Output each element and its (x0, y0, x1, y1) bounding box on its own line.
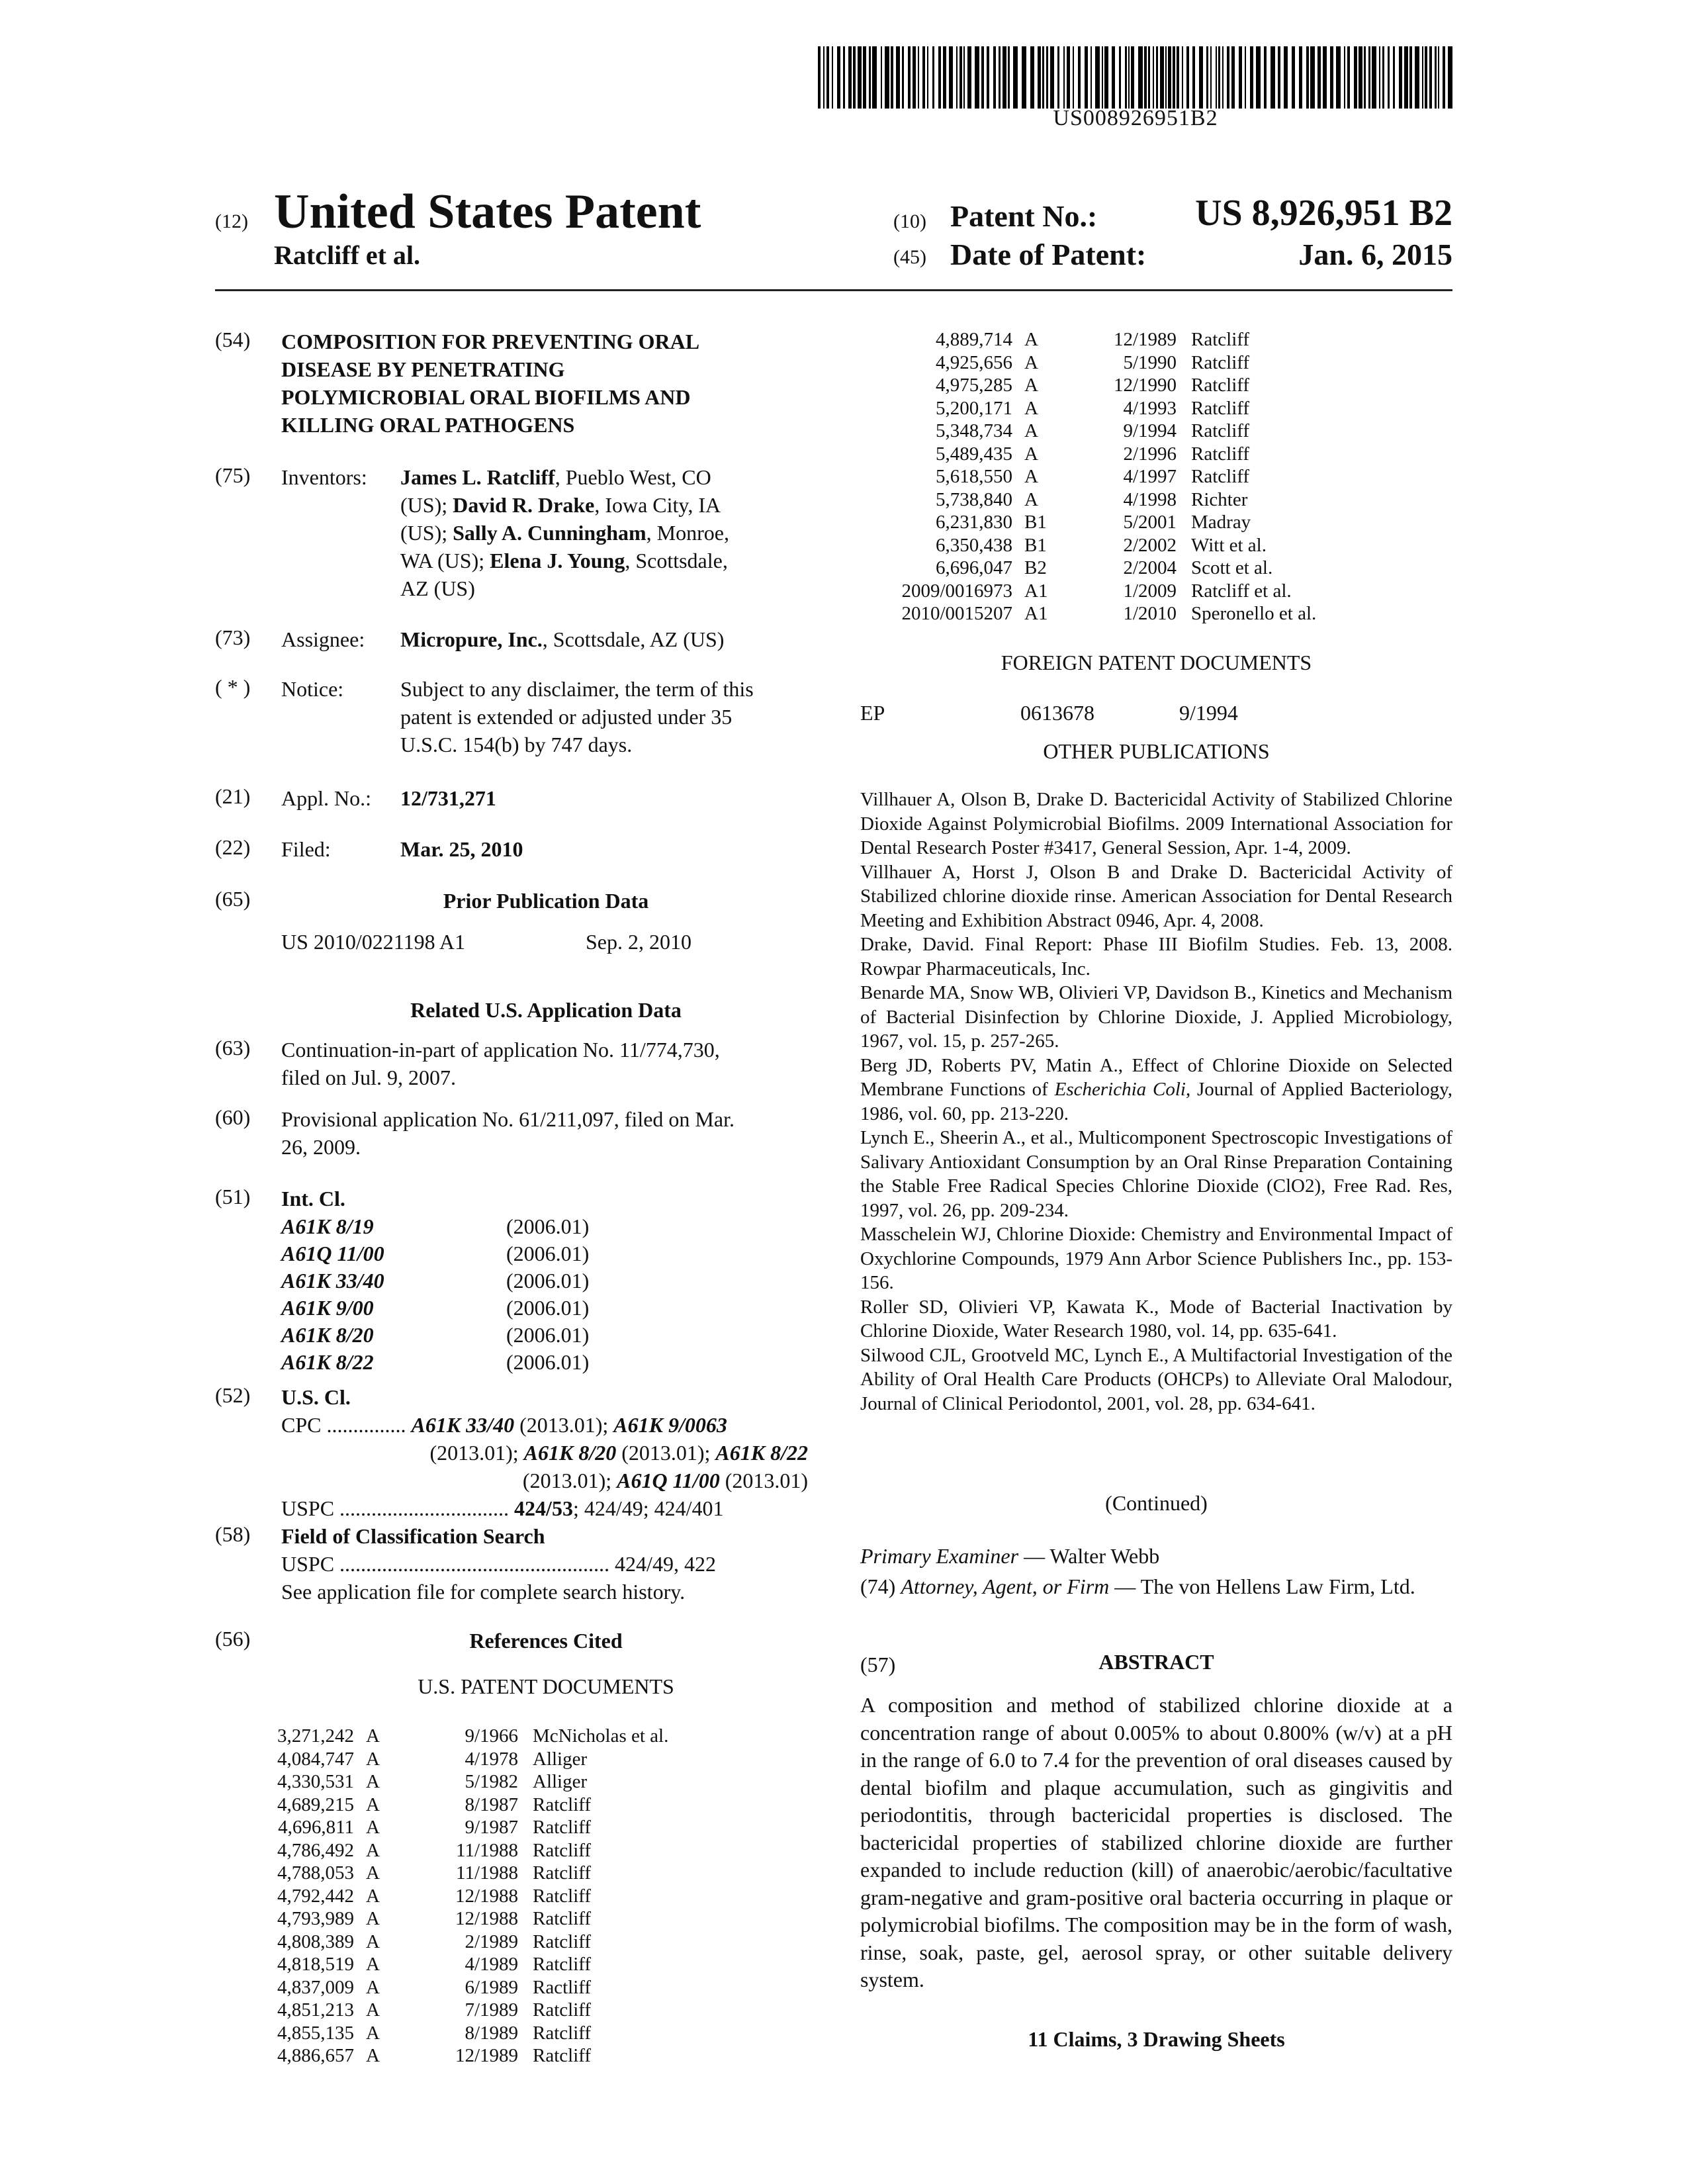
reference-date: 12/1989 (1113, 329, 1177, 350)
continued-label: (Continued) (1105, 1491, 1208, 1515)
examiner-name: — Walter Webb (1018, 1544, 1160, 1568)
reference-name: Ratcliff (533, 1817, 592, 1838)
reference-date: 4/1998 (1123, 488, 1177, 510)
title-line: COMPOSITION FOR PREVENTING ORAL (281, 330, 700, 353)
uscl-code: (52) (215, 1383, 251, 1407)
reference-name: Madray (1191, 512, 1251, 533)
reference-date: 12/1989 (455, 2045, 518, 2066)
attorney-name: — The von Hellens Law Firm, Ltd. (1109, 1574, 1415, 1598)
reference-date: 9/1966 (465, 1725, 518, 1747)
prior-publication: US 2010/0221198 A1 (281, 930, 465, 954)
field-uspc-label: USPC (281, 1552, 335, 1576)
reference-date: 4/1989 (465, 1954, 518, 1975)
cip-line: filed on Jul. 9, 2007. (281, 1066, 456, 1089)
field-code: (58) (215, 1522, 251, 1546)
reference-date: 5/1990 (1123, 351, 1177, 373)
notice-line: Subject to any disclaimer, the term of this (400, 677, 754, 701)
reference-kind: A (1024, 351, 1038, 373)
barcode-bar (826, 46, 829, 109)
reference-row (268, 1885, 751, 1908)
reference-date: 4/1978 (465, 1748, 518, 1770)
title-line: DISEASE BY PENETRATING (281, 357, 565, 381)
code-10: (10) (893, 210, 926, 232)
reference-name: Ractliff (533, 1976, 592, 1998)
reference-number: 2009/0016973 (901, 580, 1012, 602)
title-line: KILLING ORAL PATHOGENS (281, 413, 575, 437)
reference-number: 4,889,714 (936, 329, 1012, 350)
reference-name: Ratcliff (533, 1839, 592, 1861)
reference-name: Ratcliff (533, 1794, 592, 1815)
reference-row (268, 1794, 751, 1817)
reference-name: Ratcliff (1191, 443, 1250, 465)
filed-code: (22) (215, 835, 251, 859)
reference-row (860, 397, 1409, 420)
inventor-country: (US); (400, 521, 453, 545)
publication: Villhauer A, Olson B, Drake D. Bactericidal Activity of Stabilized Chlorine Dioxide Against Polymicrobial Biofilms. 2009 International Association for Dental Research Poster #3417, General Session, Apr. 1-4, 2009. (860, 789, 1452, 858)
reference-date: 8/1989 (465, 2022, 518, 2044)
reference-date: 5/2001 (1123, 512, 1177, 533)
prov-text (281, 1105, 811, 1161)
patent-title-heading: United States Patent (274, 185, 701, 239)
cpc-version: (2013.01) (719, 1469, 808, 1492)
barcode-bar (818, 46, 821, 109)
inventor-country: WA (US); (400, 549, 490, 572)
reference-row (860, 420, 1409, 443)
publication-text: , Journal of Applied Bacteriology, 1986, vol. 60, pp. 213-220. (860, 1079, 1452, 1124)
barcode-bar (837, 46, 840, 109)
barcode-bar (823, 46, 825, 109)
reference-kind: B1 (1024, 534, 1047, 556)
reference-row (268, 1748, 751, 1771)
other-publications (860, 788, 1452, 1416)
reference-name: McNicholas et al. (533, 1725, 669, 1747)
abstract-text: A composition and method of stabilized chlorine dioxide at a concentration range of about 0.005% to about 0.800% (w/v) at a pH in the range of 6.0 to 7.4 for the prevention of oral diseases caused by dental biofilm and plaque accumulation, such as gingivitis and periodontitis, through bactericidal properties is disclosed. The bactericidal properties of stabilized chlorine dioxide are further expanded to include reduction (kill) of anaerobic/aerobic/facultative gram-negative and gram-positive oral bacteria occurring in plaque or polymicrobial biofilms. The composition may be in the form of wash, rinse, soak, paste, gel, aerosol spray, or other suitable delivery system. (860, 1693, 1452, 1991)
reference-name: Ratcliff (1191, 375, 1250, 396)
inventor-name: David R. Drake (453, 493, 595, 517)
intcl-version: (2006.01) (506, 1242, 590, 1265)
right-column (860, 0, 1452, 2184)
abstract-heading: ABSTRACT (1098, 1650, 1214, 1674)
foreign-country: EP (860, 701, 885, 725)
reference-kind: A (366, 1908, 380, 1929)
cpc-version: (2013.01); (429, 1441, 524, 1465)
field-note: See application file for complete search history. (281, 1580, 686, 1604)
reference-row (268, 1839, 751, 1862)
date-of-patent-label: Date of Patent: (950, 238, 1147, 271)
uspc-rest: ; 424/49; 424/401 (572, 1496, 724, 1520)
cpc-version: (2013.01); (616, 1441, 716, 1465)
date-of-patent: Jan. 6, 2015 (1298, 238, 1452, 271)
reference-kind: A (366, 1725, 380, 1747)
assignee-code: (73) (215, 625, 251, 649)
publication-italic: Escherichia Coli (1054, 1079, 1186, 1100)
reference-row (268, 2022, 751, 2045)
reference-date: 2/1989 (465, 1931, 518, 1952)
intcl-version: (2006.01) (506, 1296, 590, 1320)
assignee-name: Micropure, Inc. (400, 627, 543, 651)
intcl-version: (2006.01) (506, 1323, 590, 1347)
cpc-class: A61K 33/40 (411, 1413, 515, 1437)
publication: Lynch E., Sheerin A., et al., Multicomponent Spectroscopic Investigations of Salivary Antioxidant Consumption by an Oral Rinse Preparation Containing the Stable Free Radical Species Chlorine Dioxide (ClO2), Free Rad. Res, 1997, vol. 26, pp. 209-234. (860, 1127, 1452, 1221)
inventor-location: , Pueblo West, CO (555, 465, 711, 489)
reference-number: 4,808,389 (277, 1931, 354, 1952)
reference-kind: A (1024, 443, 1038, 465)
publication: Roller SD, Olivieri VP, Kawata K., Mode of Bacterial Inactivation by Chlorine Dioxide, Water Research 1980, vol. 14, pp. 635-641. (860, 1296, 1452, 1342)
reference-name: Ratcliff (533, 1908, 592, 1929)
refs-heading: References Cited (469, 1629, 623, 1653)
intcl-class: A61K 8/19 (281, 1214, 374, 1238)
reference-number: 4,788,053 (277, 1862, 354, 1884)
reference-number: 5,348,734 (936, 420, 1012, 441)
filed-date: Mar. 25, 2010 (400, 837, 523, 861)
reference-name: Ratcliff (1191, 397, 1250, 419)
field-label: Field of Classification Search (281, 1524, 545, 1548)
inventor-country: AZ (US) (400, 576, 475, 600)
barcode-bar (832, 46, 833, 109)
reference-date: 11/1988 (456, 1839, 518, 1861)
refs-code: (56) (215, 1627, 251, 1651)
reference-kind: A (1024, 375, 1038, 396)
reference-row (860, 557, 1409, 580)
assignee (400, 625, 811, 653)
title-line: POLYMICROBIAL ORAL BIOFILMS AND (281, 385, 691, 409)
uspc-label: USPC (281, 1496, 335, 1520)
reference-number: 5,489,435 (936, 443, 1012, 465)
barcode-number: US008926951B2 (1053, 106, 1218, 130)
inventor-name: Elena J. Young (490, 549, 625, 572)
cip-line: Continuation-in-part of application No. 11/774,730, (281, 1038, 720, 1062)
attorney (860, 1572, 1452, 1600)
reference-number: 4,084,747 (277, 1748, 354, 1770)
reference-name: Speronello et al. (1191, 603, 1317, 624)
reference-number: 4,886,657 (277, 2045, 354, 2066)
reference-number: 3,271,242 (277, 1725, 354, 1747)
cpc-dots: ............... (321, 1413, 406, 1437)
reference-name: Witt et al. (1191, 534, 1267, 556)
reference-name: Richter (1191, 488, 1248, 510)
intcl-row (281, 1322, 589, 1349)
inventor-location: , Iowa City, IA (594, 493, 721, 517)
prov-line: Provisional application No. 61/211,097, filed on Mar. (281, 1107, 735, 1131)
reference-name: Ratcliff (1191, 351, 1250, 373)
reference-date: 8/1987 (465, 1794, 518, 1815)
reference-row (860, 488, 1409, 512)
reference-name: Ratcliff (533, 1931, 592, 1952)
reference-row (268, 1862, 751, 1885)
reference-date: 2/1996 (1123, 443, 1177, 465)
patent-no-label: Patent No.: (950, 199, 1098, 233)
cip-code: (63) (215, 1036, 251, 1060)
related-heading: Related U.S. Application Data (410, 998, 682, 1022)
reference-kind: A (366, 2022, 380, 2044)
reference-number: 4,818,519 (277, 1954, 354, 1975)
left-column (215, 0, 814, 2184)
abstract-code: (57) (860, 1653, 896, 1676)
reference-date: 1/2010 (1123, 603, 1177, 624)
reference-number: 4,689,215 (277, 1794, 354, 1815)
reference-row (268, 1976, 751, 1999)
code-45: (45) (893, 246, 926, 268)
cpc-label: CPC (281, 1413, 322, 1437)
cpc-block (281, 1411, 811, 1522)
reference-kind: A (366, 1931, 380, 1952)
reference-kind: A (1024, 420, 1038, 441)
primary-examiner (860, 1542, 1452, 1570)
appl-number: 12/731,271 (400, 786, 496, 810)
reference-date: 4/1993 (1123, 397, 1177, 419)
intcl-row (281, 1295, 589, 1322)
intcl-code: (51) (215, 1185, 251, 1208)
barcode-bar (848, 46, 852, 109)
reference-number: 6,350,438 (936, 534, 1012, 556)
filed-label: Filed: (281, 837, 331, 861)
reference-name: Ratcliff (1191, 329, 1250, 350)
reference-row (860, 511, 1409, 534)
inventor-name: Sally A. Cunningham (453, 521, 646, 545)
reference-row (860, 602, 1409, 625)
reference-number: 5,618,550 (936, 466, 1012, 487)
reference-row (268, 1770, 751, 1794)
inventor-country: (US); (400, 493, 453, 517)
examiner-label: Primary Examiner (860, 1544, 1019, 1568)
field-uspc-dots: ................................................... (334, 1552, 610, 1576)
foreign-heading: FOREIGN PATENT DOCUMENTS (1001, 651, 1312, 674)
reference-kind: A (1024, 488, 1038, 510)
reference-number: 4,793,989 (277, 1908, 354, 1929)
publication: Villhauer A, Horst J, Olson B and Drake D. Bactericidal Activity of Stabilized chlorine dioxide rinse. American Association for Dental Research Meeting and Exhibition Abstract 0946, Apr. 4, 2008. (860, 861, 1452, 931)
reference-number: 4,792,442 (277, 1885, 354, 1907)
field-search (281, 1550, 811, 1606)
intcl-class: A61K 8/22 (281, 1350, 374, 1374)
publication: Masschelein WJ, Chlorine Dioxide: Chemistry and Environmental Impact of Oxychlorine Compounds, 1979 Ann Arbor Science Publishers Inc., pp. 153-156. (860, 1224, 1452, 1293)
uspc-dots: ................................ (334, 1496, 515, 1520)
reference-name: Ratcliff (533, 2045, 592, 2066)
reference-number: 4,925,656 (936, 351, 1012, 373)
reference-number: 4,975,285 (936, 375, 1012, 396)
other-pubs-heading: OTHER PUBLICATIONS (1043, 739, 1270, 763)
publication (860, 1054, 1452, 1126)
reference-row (268, 1931, 751, 1954)
reference-row (860, 443, 1409, 466)
inventor-name: James L. Ratcliff (400, 465, 555, 489)
barcode-bar (853, 46, 856, 109)
reference-name: Ratcliff (533, 1954, 592, 1975)
title-code: (54) (215, 328, 251, 351)
reference-name: Ratcliff (1191, 466, 1250, 487)
reference-name: Ratcliff (533, 1885, 592, 1907)
us-refs-left-table (268, 1725, 751, 2068)
foreign-number: 0613678 (1020, 701, 1094, 725)
reference-row (268, 1999, 751, 2022)
assignee-label: Assignee: (281, 627, 365, 651)
reference-number: 5,200,171 (936, 397, 1012, 419)
intcl-table (281, 1213, 589, 1376)
reference-number: 4,855,135 (277, 2022, 354, 2044)
reference-row (268, 1907, 751, 1931)
notice-code: ( * ) (215, 675, 251, 699)
notice-line: patent is extended or adjusted under 35 (400, 705, 733, 729)
reference-kind: A (366, 1771, 380, 1792)
reference-row (860, 580, 1409, 603)
publication-text: Berg JD, Roberts PV, Matin A., Effect of Chlorine Dioxide on Selected Membrane Functions of (860, 1054, 1452, 1100)
intcl-label: Int. Cl. (281, 1187, 345, 1210)
intcl-version: (2006.01) (506, 1214, 590, 1238)
reference-name: Alliger (533, 1771, 588, 1792)
reference-kind: A (366, 1817, 380, 1838)
cpc-class: A61K 8/22 (715, 1441, 808, 1465)
reference-date: 6/1989 (465, 1976, 518, 1998)
reference-date: 1/2009 (1123, 580, 1177, 602)
reference-kind: A (366, 1794, 380, 1815)
reference-name: Ratcliff (1191, 420, 1250, 441)
reference-number: 5,738,840 (936, 488, 1012, 510)
reference-row (860, 465, 1409, 488)
intcl-class: A61K 33/40 (281, 1269, 384, 1293)
publication: Benarde MA, Snow WB, Olivieri VP, Davidson B., Kinetics and Mechanism of Bacterial Disinfection by Chlorine Dioxide, J. Applied Microbiology, 1967, vol. 15, p. 257-265. (860, 982, 1452, 1052)
publication: Drake, David. Final Report: Phase III Biofilm Studies. Feb. 13, 2008. Rowpar Pharmaceuticals, Inc. (860, 934, 1452, 979)
uspc-main: 424/53 (514, 1496, 573, 1520)
reference-date: 12/1988 (455, 1908, 518, 1929)
reference-name: Ratcliff (533, 1862, 592, 1884)
prov-line: 26, 2009. (281, 1135, 361, 1159)
reference-row (268, 2044, 751, 2068)
reference-kind: A (1024, 329, 1038, 350)
reference-kind: A (366, 1839, 380, 1861)
reference-date: 12/1988 (455, 1885, 518, 1907)
reference-number: 2010/0015207 (901, 603, 1012, 624)
reference-number: 4,696,811 (278, 1817, 354, 1838)
notice-text (400, 675, 811, 758)
reference-name: Ratcliff (533, 1999, 592, 2021)
reference-date: 4/1997 (1123, 466, 1177, 487)
reference-kind: A (366, 1748, 380, 1770)
reference-kind: A (366, 2045, 380, 2066)
reference-kind: A (366, 1976, 380, 1998)
cpc-class: A61K 9/0063 (613, 1413, 727, 1437)
intcl-class: A61Q 11/00 (281, 1242, 384, 1265)
reference-number: 4,837,009 (277, 1976, 354, 1998)
reference-date: 9/1994 (1123, 420, 1177, 441)
inventor-location: , Monroe, (646, 521, 729, 545)
prior-heading: Prior Publication Data (443, 889, 649, 913)
reference-name: Alliger (533, 1748, 588, 1770)
claims-summary: 11 Claims, 3 Drawing Sheets (1028, 2027, 1285, 2051)
notice-label: Notice: (281, 677, 344, 701)
reference-name: Ratcliff et al. (1191, 580, 1292, 602)
cpc-version: (2013.01); (514, 1413, 614, 1437)
notice-line: U.S.C. 154(b) by 747 days. (400, 733, 633, 756)
inventor-location: , Scottsdale, (625, 549, 728, 572)
barcode-bar (843, 46, 845, 109)
reference-date: 9/1987 (465, 1817, 518, 1838)
us-refs-right-table (860, 328, 1409, 625)
cip-text (281, 1036, 811, 1091)
reference-row (268, 1816, 751, 1839)
uscl-label: U.S. Cl. (281, 1385, 351, 1409)
reference-name: Scott et al. (1191, 557, 1273, 578)
reference-kind: A (366, 1999, 380, 2021)
reference-row (860, 328, 1409, 351)
us-patents-heading: U.S. PATENT DOCUMENTS (418, 1674, 674, 1698)
reference-date: 5/1982 (465, 1771, 518, 1792)
reference-date: 7/1989 (465, 1999, 518, 2021)
code-12: (12) (215, 210, 248, 232)
reference-date: 2/2002 (1123, 534, 1177, 556)
patent-number: US 8,926,951 B2 (1195, 193, 1452, 234)
reference-kind: A (1024, 397, 1038, 419)
reference-row (268, 1725, 751, 1748)
reference-kind: A (366, 1954, 380, 1975)
intcl-row (281, 1213, 589, 1240)
reference-number: 4,330,531 (277, 1771, 354, 1792)
prior-date: Sep. 2, 2010 (586, 930, 691, 954)
intcl-version: (2006.01) (506, 1350, 590, 1374)
reference-date: 12/1990 (1113, 375, 1177, 396)
reference-date: 11/1988 (456, 1862, 518, 1884)
intcl-row (281, 1349, 589, 1376)
reference-row (860, 374, 1409, 397)
invention-title (281, 328, 811, 439)
inventors-label: Inventors: (281, 465, 367, 489)
reference-row (860, 534, 1409, 557)
inventor-line: Ratcliff et al. (274, 240, 421, 270)
cpc-version: (2013.01); (522, 1469, 617, 1492)
inventors-list (400, 463, 811, 602)
appl-code: (21) (215, 784, 251, 808)
attorney-code: (74) (860, 1574, 901, 1598)
prov-code: (60) (215, 1105, 251, 1129)
reference-number: 6,231,830 (936, 512, 1012, 533)
reference-row (860, 351, 1409, 375)
reference-number: 4,851,213 (277, 1999, 354, 2021)
reference-kind: A (366, 1862, 380, 1884)
reference-number: 4,786,492 (277, 1839, 354, 1861)
intcl-row (281, 1267, 589, 1295)
reference-kind: B2 (1024, 557, 1047, 578)
reference-date: 2/2004 (1123, 557, 1177, 578)
cpc-class: A61Q 11/00 (617, 1469, 720, 1492)
publication: Silwood CJL, Grootveld MC, Lynch E., A Multifactorial Investigation of the Ability of Oral Health Care Products (OHCPs) to Alleviate Oral Malodour, Journal of Clinical Periodontol, 2001, vol. 28, pp. 634-641. (860, 1344, 1452, 1414)
cpc-class: A61K 8/20 (523, 1441, 617, 1465)
inventors-code: (75) (215, 463, 251, 487)
appl-label: Appl. No.: (281, 786, 371, 810)
reference-number: 6,696,047 (936, 557, 1012, 578)
reference-name: Ratcliff (533, 2022, 592, 2044)
reference-kind: A (1024, 466, 1038, 487)
reference-kind: A1 (1024, 580, 1048, 602)
attorney-label: Attorney, Agent, or Firm (901, 1574, 1110, 1598)
intcl-version: (2006.01) (506, 1269, 590, 1293)
field-uspc-value: 424/49, 422 (609, 1552, 716, 1576)
reference-kind: B1 (1024, 512, 1047, 533)
reference-kind: A (366, 1885, 380, 1907)
foreign-date: 9/1994 (1179, 701, 1238, 725)
prior-code: (65) (215, 887, 251, 911)
intcl-class: A61K 8/20 (281, 1323, 374, 1347)
intcl-row (281, 1240, 589, 1267)
reference-row (268, 1953, 751, 1976)
intcl-class: A61K 9/00 (281, 1296, 374, 1320)
reference-kind: A1 (1024, 603, 1048, 624)
assignee-location: , Scottsdale, AZ (US) (542, 627, 725, 651)
